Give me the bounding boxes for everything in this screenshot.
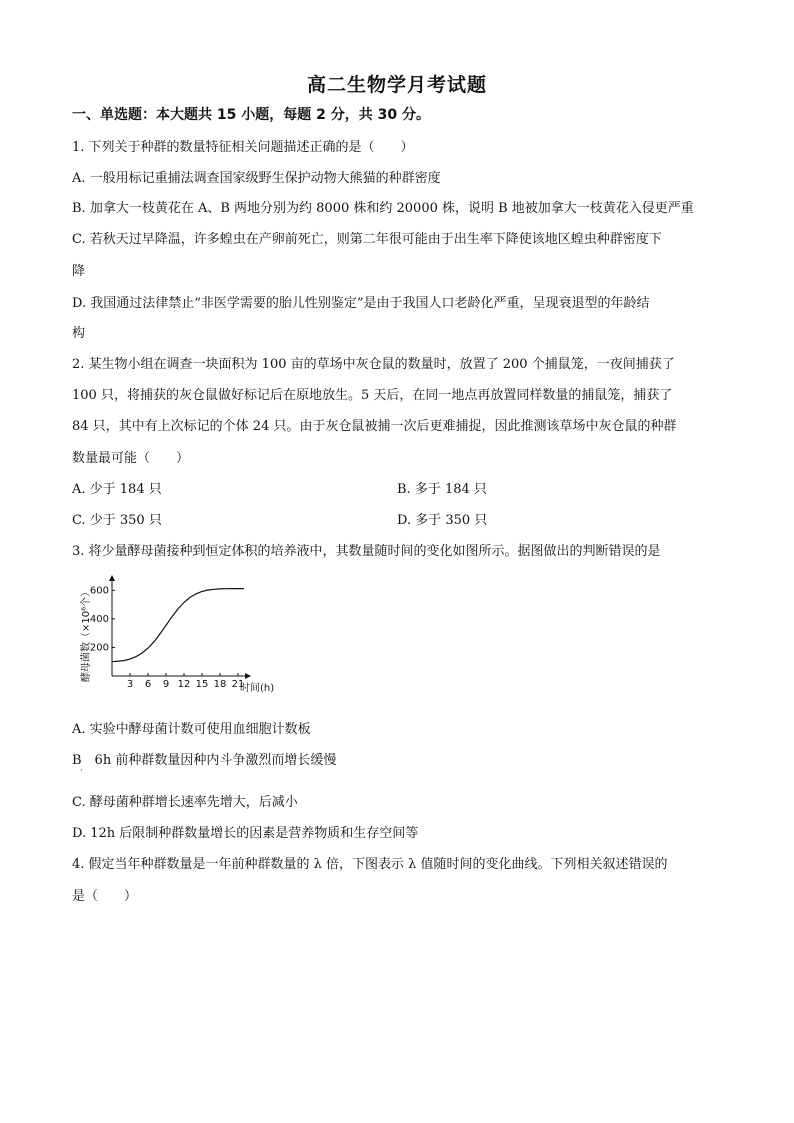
q3-option-a: A. 实验中酵母菌计数可使用血细胞计数板 [72, 722, 311, 737]
y-axis-label: 酵母菌数（×10⁶个） [81, 586, 92, 682]
q1-option-c: C. 若秋天过早降温，许多蝗虫在产卵前死亡，则第二年很可能由于出生率下降使该地区蝗虫种群密度下 [72, 232, 662, 247]
q2-option-b: B. 多于 184 只 [397, 482, 487, 497]
q1-option-c-cont: 降 [72, 264, 86, 279]
y-tick-label: 400 [89, 613, 109, 625]
stray-mark: · [80, 766, 83, 775]
q3-option-c: C. 酵母菌种群增长速率先增大，后减小 [72, 795, 298, 810]
x-tick-label: 15 [195, 679, 209, 690]
x-tick-label: 9 [162, 679, 170, 690]
growth-curve [112, 589, 244, 662]
q2-stem-2: 100 只，将捕获的灰仓鼠做好标记后在原地放生。5 天后，在同一地点再放置同样数量的捕鼠笼，捕获了 [72, 388, 673, 403]
q2-option-a: A. 少于 184 只 [72, 482, 162, 497]
q2-stem-4: 数量最可能（ ） [72, 451, 190, 466]
q1-option-b: B. 加拿大一枝黄花在 A、B 两地分别为约 8000 株和约 20000 株，说明 B 地被加拿大一枝黄花入侵更严重 [72, 201, 694, 216]
q3-option-b: B 6h 前种群数量因种内斗争激烈而增长缓慢 [72, 753, 337, 768]
q4-stem-1: 4. 假定当年种群数量是一年前种群数量的 λ 倍，下图表示 λ 值随时间的变化曲线。下列相关叙述错误的 [72, 857, 668, 872]
q1-option-d-cont: 构 [72, 326, 86, 341]
q2-option-d: D. 多于 350 只 [397, 513, 488, 528]
x-axis-label: 时间(h) [240, 683, 275, 694]
q1-option-d: D. 我国通过法律禁止“非医学需要的胎儿性别鉴定”是由于我国人口老龄化严重，呈现衰退型的年龄结 [72, 296, 650, 311]
x-tick-label: 3 [126, 679, 134, 690]
q2-option-c: C. 少于 350 只 [72, 513, 162, 528]
x-tick-label: 18 [213, 679, 227, 690]
y-tick-label: 600 [89, 585, 109, 597]
q3-stem: 3. 将少量酵母菌接种到恒定体积的培养液中，其数量随时间的变化如图所示。据图做出的判断错误的是 [72, 544, 661, 559]
q4-stem-2: 是（ ） [72, 889, 138, 904]
y-tick-label: 200 [89, 642, 109, 654]
x-tick-label: 21 [231, 679, 245, 690]
q2-stem-1: 2. 某生物小组在调查一块面积为 100 亩的草场中灰仓鼠的数量时，放置了 200 个捕鼠笼，一夜间捕获了 [72, 357, 675, 372]
section-heading: 一、单选题：本大题共 15 小题，每题 2 分，共 30 分。 [72, 107, 430, 123]
q2-stem-3: 84 只，其中有上次标记的个体 24 只。由于灰仓鼠被捕一次后更难捕捉，因此推测该草场中灰仓鼠的种群 [72, 419, 677, 434]
q1-option-a: A. 一般用标记重捕法调查国家级野生保护动物大熊猫的种群密度 [72, 171, 441, 186]
q3-option-d: D. 12h 后限制种群数量增长的因素是营养物质和生存空间等 [72, 826, 419, 841]
q1-stem: 1. 下列关于种群的数量特征相关问题描述正确的是（ ） [72, 140, 414, 155]
exam-title: 高二生物学月考试题 [306, 74, 487, 96]
yeast-growth-chart [74, 572, 294, 697]
x-tick-label: 6 [144, 679, 152, 690]
x-tick-label: 12 [177, 679, 191, 690]
